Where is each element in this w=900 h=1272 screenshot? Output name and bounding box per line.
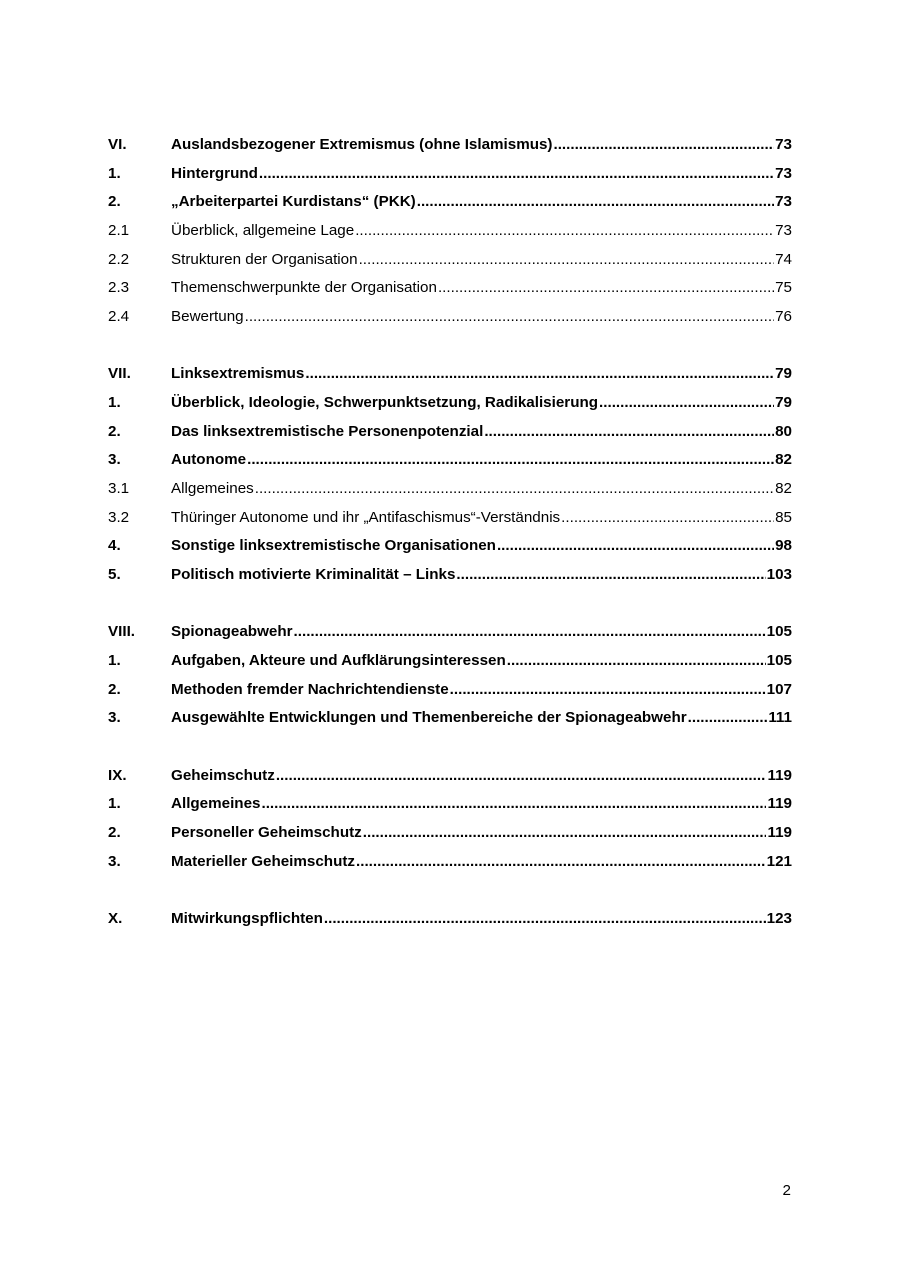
toc-dot-leader [359,246,775,275]
toc-dot-leader [259,160,774,189]
toc-entry-page: 73 [775,222,792,240]
toc-section [108,131,792,332]
toc-entry-title: Mitwirkungspflichten [171,909,323,927]
toc-entry-number: IX. [108,766,127,784]
toc-entry-number: 1. [108,795,121,813]
toc-entry-title: Thüringer Autonome und ihr „Antifaschismus“-Verständnis [171,508,561,526]
toc-section [108,905,792,934]
toc-entry-title: Auslandsbezogener Extremismus (ohne Islamismus) [171,136,553,153]
toc-entry-number: X. [108,909,123,927]
toc-entry[interactable] [108,647,792,676]
toc-entry-page: 73 [775,193,792,211]
toc-dot-leader [355,217,774,246]
table-of-contents [108,131,792,934]
toc-entry-number: 3.2 [108,508,130,526]
toc-dot-leader [245,303,774,332]
toc-entry-number: 3. [108,709,121,727]
toc-entry-page: 119 [767,795,792,813]
toc-entry-title: Linksextremismus [171,365,305,383]
toc-entry[interactable] [108,475,792,504]
toc-entry-title: Überblick, Ideologie, Schwerpunktsetzung, Radikalisierung [171,394,599,411]
toc-entry[interactable] [108,274,792,303]
toc-entry-number: 2.2 [108,250,130,268]
toc-entry-page: 82 [775,480,792,498]
toc-section [108,618,792,733]
toc-entry-page: 105 [766,623,792,641]
toc-entry-number: 4. [108,537,121,555]
toc-entry-title: Überblick, allgemeine Lage [171,222,355,240]
page-number: 2 [782,1182,791,1199]
toc-entry-number: 1. [108,652,121,669]
toc-dot-leader [484,418,774,447]
toc-dot-leader [497,532,774,561]
toc-entry-title: Geheimschutz [171,766,275,784]
toc-entry-title: Methoden fremder Nachrichtendienste [171,680,449,698]
toc-entry-number: 2.3 [108,279,130,297]
toc-entry-number: VII. [108,365,131,383]
toc-entry[interactable] [108,217,792,246]
toc-entry[interactable] [108,762,792,791]
toc-dot-leader [688,704,768,733]
toc-dot-leader [561,504,774,533]
toc-dot-leader [450,676,766,705]
toc-entry-title: Spionageabwehr [171,623,293,641]
toc-section [108,762,792,877]
toc-entry-page: 98 [775,537,792,555]
toc-entry-page: 80 [775,422,792,440]
toc-entry[interactable] [108,418,792,447]
toc-entry-page: 73 [775,136,792,153]
toc-entry-number: 2.4 [108,308,130,326]
toc-entry[interactable] [108,618,792,647]
toc-entry-title: Hintergrund [171,164,258,182]
toc-entry-page: 121 [766,852,792,870]
toc-entry-page: 79 [775,365,792,383]
toc-dot-leader [305,360,774,389]
toc-entry[interactable] [108,532,792,561]
toc-entry-number: 5. [108,566,121,584]
toc-entry-page: 119 [767,823,792,841]
toc-entry-number: 2. [108,680,121,698]
toc-entry-page: 107 [766,680,792,698]
toc-entry-page: 74 [775,250,792,268]
toc-dot-leader [294,618,766,647]
toc-dot-leader [255,475,774,504]
toc-dot-leader [599,389,774,418]
toc-entry[interactable] [108,360,792,389]
toc-entry-page: 105 [766,652,792,669]
toc-entry-number: 1. [108,394,121,411]
toc-entry[interactable] [108,446,792,475]
toc-entry-page: 79 [775,394,792,411]
toc-entry-number: 2. [108,422,121,440]
toc-entry[interactable] [108,905,792,934]
toc-dot-leader [276,762,767,791]
toc-entry-number: 1. [108,164,121,182]
toc-entry-page: 119 [767,766,792,784]
toc-entry-number: 2. [108,823,121,841]
toc-entry-page: 76 [775,308,792,326]
toc-entry[interactable] [108,504,792,533]
toc-entry-number: 3. [108,451,121,469]
toc-entry[interactable] [108,704,792,733]
toc-entry-title: Allgemeines [171,480,254,498]
toc-entry-number: VI. [108,136,127,153]
toc-entry-number: 2.1 [108,222,130,240]
toc-entry-title: Bewertung [171,308,244,326]
toc-entry-number: VIII. [108,623,136,641]
toc-entry-title: Sonstige linksextremistische Organisationen [171,537,496,555]
toc-entry[interactable] [108,790,792,819]
toc-entry-number: 3. [108,852,121,870]
toc-dot-leader [438,274,774,303]
toc-entry[interactable] [108,561,792,590]
toc-entry[interactable] [108,188,792,217]
toc-dot-leader [247,446,774,475]
toc-entry-page: 111 [768,709,792,727]
toc-entry-page: 103 [766,566,792,584]
toc-entry-title: Aufgaben, Akteure und Aufklärungsinteressen [171,652,506,669]
toc-entry-title: Autonome [171,451,247,469]
toc-entry[interactable] [108,848,792,877]
toc-entry-title: Personeller Geheimschutz [171,823,362,841]
toc-entry-title: Strukturen der Organisation [171,250,358,268]
toc-entry-page: 82 [775,451,792,469]
toc-entry[interactable] [108,676,792,705]
toc-entry-title: Materieller Geheimschutz [171,852,356,870]
toc-dot-leader [553,131,774,160]
toc-entry-title: „Arbeiterpartei Kurdistans“ (PKK) [171,193,416,211]
toc-entry[interactable] [108,160,792,189]
toc-section [108,360,792,590]
toc-entry-page: 73 [775,164,792,182]
toc-entry-title: Themenschwerpunkte der Organisation [171,279,437,297]
toc-entry[interactable] [108,389,792,418]
toc-entry-number: 2. [108,193,121,211]
toc-entry-page: 123 [766,909,792,927]
toc-dot-leader [507,647,766,676]
toc-entry-title: Allgemeines [171,795,261,813]
toc-dot-leader [456,561,765,590]
toc-entry[interactable] [108,246,792,275]
toc-entry-number: 3.1 [108,480,130,498]
toc-dot-leader [356,848,766,877]
toc-entry-page: 75 [775,279,792,297]
toc-entry-title: Das linksextremistische Personenpotenzial [171,422,484,440]
toc-dot-leader [324,905,766,934]
toc-entry[interactable] [108,819,792,848]
toc-entry[interactable] [108,303,792,332]
toc-entry-title: Politisch motivierte Kriminalität – Links [171,566,456,584]
toc-dot-leader [261,790,766,819]
toc-entry[interactable] [108,131,792,160]
toc-entry-page: 85 [775,508,792,526]
toc-dot-leader [417,188,774,217]
toc-dot-leader [363,819,767,848]
toc-entry-title: Ausgewählte Entwicklungen und Themenbereiche der Spionageabwehr [171,709,687,727]
